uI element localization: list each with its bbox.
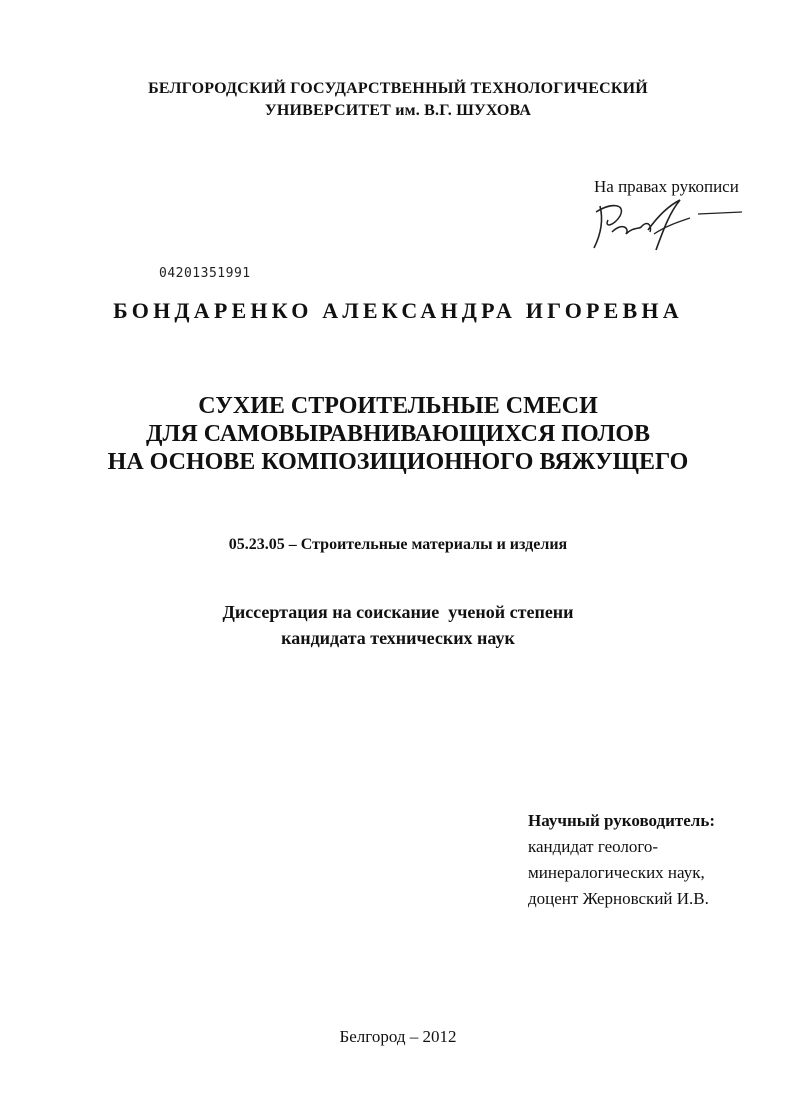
author-name: БОНДАРЕНКО АЛЕКСАНДРА ИГОРЕВНА [113, 298, 683, 323]
university-line-1: БЕЛГОРОДСКИЙ ГОСУДАРСТВЕННЫЙ ТЕХНОЛОГИЧЕСКИЙ [148, 80, 648, 97]
thesis-title [0, 392, 796, 476]
thesis-title-line-3: НА ОСНОВЕ КОМПОЗИЦИОННОГО ВЯЖУЩЕГО [107, 449, 689, 475]
university-line-2: УНИВЕРСИТЕТ им. В.Г. ШУХОВА [264, 102, 532, 119]
registry-number: 04201351991 [159, 266, 251, 281]
degree-statement [0, 599, 796, 651]
manuscript-note: На правах рукописи [594, 177, 739, 196]
degree-line-2: кандидата технических наук [281, 628, 515, 648]
supervisor-block [528, 808, 715, 912]
supervisor-heading: Научный руководитель: [528, 811, 715, 830]
supervisor-line-2: минералогических наук, [528, 863, 705, 882]
supervisor-line-1: кандидат геолого- [528, 837, 659, 856]
city-year: Белгород – 2012 [339, 1027, 457, 1046]
degree-line-1: Диссертация на соискание ученой степени [222, 602, 574, 622]
thesis-title-line-2: ДЛЯ САМОВЫРАВНИВАЮЩИХСЯ ПОЛОВ [145, 421, 650, 447]
thesis-title-line-1: СУХИЕ СТРОИТЕЛЬНЫЕ СМЕСИ [198, 393, 598, 419]
signature-icon [586, 192, 746, 256]
university-name [0, 78, 796, 122]
supervisor-line-3: доцент Жерновский И.В. [528, 889, 709, 908]
specialty-code: 05.23.05 – Строительные материалы и изделия [228, 536, 568, 553]
